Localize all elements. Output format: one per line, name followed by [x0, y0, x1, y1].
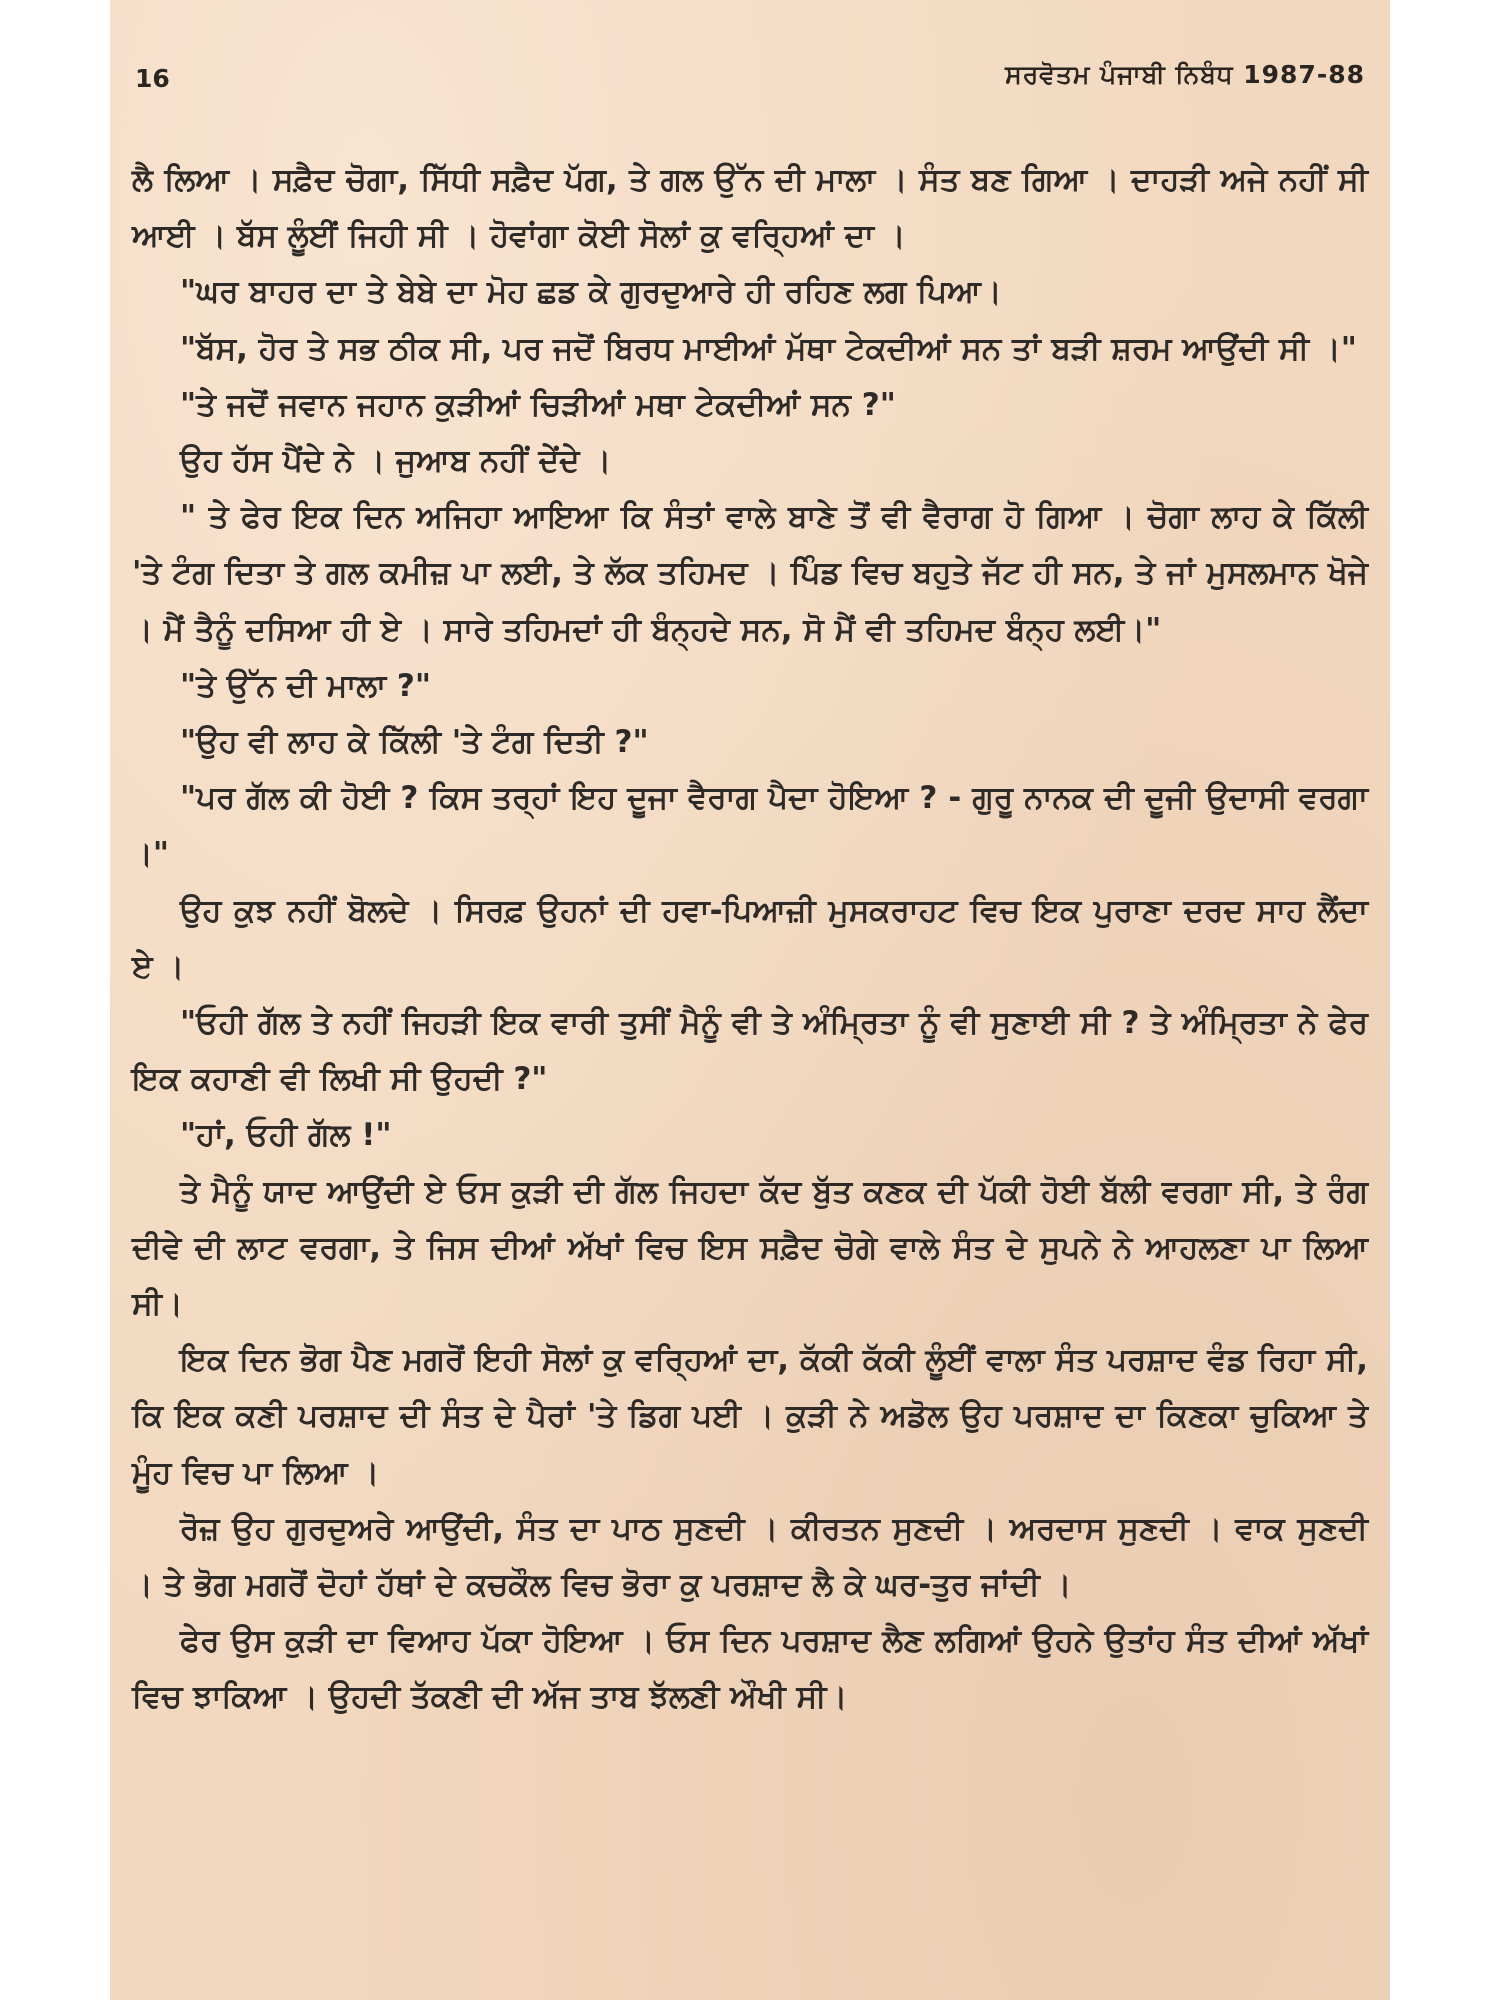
paragraph: "ਉਹ ਵੀ ਲਾਹ ਕੇ ਕਿੱਲੀ 'ਤੇ ਟੰਗ ਦਿਤੀ ?": [180, 724, 649, 761]
paragraph: "ਬੱਸ, ਹੋਰ ਤੇ ਸਭ ਠੀਕ ਸੀ, ਪਰ ਜਦੋਂ ਬਿਰਧ ਮਾਈਆਂ ਮੱਥਾ ਟੇਕਦੀਆਂ ਸਨ ਤਾਂ ਬੜੀ ਸ਼ਰਮ ਆਉਂਦੀ ਸੀ ।": [180, 330, 1357, 367]
paragraph: "ਹਾਂ, ਓਹੀ ਗੱਲ !": [180, 1117, 392, 1154]
paragraph: "ਓਹੀ ਗੱਲ ਤੇ ਨਹੀਂ ਜਿਹੜੀ ਇਕ ਵਾਰੀ ਤੁਸੀਂ ਮੈਨੂੰ ਵੀ ਤੇ ਅੰਮ੍ਰਿਤਾ ਨੂੰ ਵੀ ਸੁਣਾਈ ਸੀ ? ਤੇ ਅੰਮ੍ਰਿਤਾ ਨੇ ਫੇਰ ਇਕ ਕਹਾਣੀ ਵੀ ਲਿਖੀ ਸੀ ਉਹਦੀ ?": [132, 1005, 1368, 1098]
page-number: 16: [135, 64, 170, 93]
paragraph: ਤੇ ਮੈਨੂੰ ਯਾਦ ਆਉਂਦੀ ਏ ਓਸ ਕੁੜੀ ਦੀ ਗੱਲ ਜਿਹਦਾ ਕੱਦ ਬੁੱਤ ਕਣਕ ਦੀ ਪੱਕੀ ਹੋਈ ਬੱਲੀ ਵਰਗਾ ਸੀ, ਤੇ ਰੰਗ ਦੀਵੇ ਦੀ ਲਾਟ ਵਰਗਾ, ਤੇ ਜਿਸ ਦੀਆਂ ਅੱਖਾਂ ਵਿਚ ਇਸ ਸਫ਼ੈਦ ਚੋਗੇ ਵਾਲੇ ਸੰਤ ਦੇ ਸੁਪਨੇ ਨੇ ਆਹਲਣਾ ਪਾ ਲਿਆ ਸੀ।: [132, 1173, 1368, 1323]
paragraph: ਫੇਰ ਉਸ ਕੁੜੀ ਦਾ ਵਿਆਹ ਪੱਕਾ ਹੋਇਆ । ਓਸ ਦਿਨ ਪਰਸ਼ਾਦ ਲੈਣ ਲਗਿਆਂ ਉਹਨੇ ਉਤਾਂਹ ਸੰਤ ਦੀਆਂ ਅੱਖਾਂ ਵਿਚ ਝਾਕਿਆ । ਉਹਦੀ ਤੱਕਣੀ ਦੀ ਅੱਜ ਤਾਬ ਝੱਲਣੀ ਔਖੀ ਸੀ।: [132, 1623, 1368, 1716]
paragraph: "ਘਰ ਬਾਹਰ ਦਾ ਤੇ ਬੇਬੇ ਦਾ ਮੋਹ ਛਡ ਕੇ ਗੁਰਦੁਆਰੇ ਹੀ ਰਹਿਣ ਲਗ ਪਿਆ।: [180, 274, 1002, 311]
running-header: [135, 60, 1365, 100]
paragraph: ਰੋਜ਼ ਉਹ ਗੁਰਦੁਅਰੇ ਆਉਂਦੀ, ਸੰਤ ਦਾ ਪਾਠ ਸੁਣਦੀ । ਕੀਰਤਨ ਸੁਣਦੀ । ਅਰਦਾਸ ਸੁਣਦੀ । ਵਾਕ ਸੁਣਦੀ । ਤੇ ਭੋਗ ਮਗਰੋਂ ਦੋਹਾਂ ਹੱਥਾਂ ਦੇ ਕਚਕੌਲ ਵਿਚ ਭੋਰਾ ਕੁ ਪਰਸ਼ਾਦ ਲੈ ਕੇ ਘਰ-ਤੁਰ ਜਾਂਦੀ ।: [132, 1510, 1368, 1604]
paragraph: "ਤੇ ਜਦੋਂ ਜਵਾਨ ਜਹਾਨ ਕੁੜੀਆਂ ਚਿੜੀਆਂ ਮਥਾ ਟੇਕਦੀਆਂ ਸਨ ?": [180, 386, 896, 423]
paragraph: "ਪਰ ਗੱਲ ਕੀ ਹੋਈ ? ਕਿਸ ਤਰ੍ਹਾਂ ਇਹ ਦੂਜਾ ਵੈਰਾਗ ਪੈਦਾ ਹੋਇਆ ? - ਗੁਰੂ ਨਾਨਕ ਦੀ ਦੂਜੀ ਉਦਾਸੀ ਵਰਗਾ ।": [132, 780, 1368, 873]
paragraph: ਇਕ ਦਿਨ ਭੋਗ ਪੈਣ ਮਗਰੋਂ ਇਹੀ ਸੋਲਾਂ ਕੁ ਵਰ੍ਹਿਆਂ ਦਾ, ਕੱਕੀ ਕੱਕੀ ਲੂੰਈਂ ਵਾਲਾ ਸੰਤ ਪਰਸ਼ਾਦ ਵੰਡ ਰਿਹਾ ਸੀ, ਕਿ ਇਕ ਕਣੀ ਪਰਸ਼ਾਦ ਦੀ ਸੰਤ ਦੇ ਪੈਰਾਂ 'ਤੇ ਡਿਗ ਪਈ । ਕੁੜੀ ਨੇ ਅਡੋਲ ਉਹ ਪਰਸ਼ਾਦ ਦਾ ਕਿਣਕਾ ਚੁਕਿਆ ਤੇ ਮੂੰਹ ਵਿਚ ਪਾ ਲਿਆ ।: [132, 1342, 1368, 1491]
body-text: [132, 152, 1368, 1726]
paragraph: ਲੈ ਲਿਆ । ਸਫ਼ੈਦ ਚੋਗਾ, ਸਿੱਧੀ ਸਫ਼ੈਦ ਪੱਗ, ਤੇ ਗਲ ਉੱਨ ਦੀ ਮਾਲਾ । ਸੰਤ ਬਣ ਗਿਆ । ਦਾਹੜੀ ਅਜੇ ਨਹੀਂ ਸੀ ਆਈ । ਬੱਸ ਲੂੰਈਂ ਜਿਹੀ ਸੀ । ਹੋਵਾਂਗਾ ਕੋਈ ਸੋਲਾਂ ਕੁ ਵਰ੍ਹਿਆਂ ਦਾ ।: [132, 162, 1368, 255]
paragraph: ਉਹ ਹੱਸ ਪੈਂਦੇ ਨੇ । ਜੁਆਬ ਨਹੀਂ ਦੇਂਦੇ ।: [180, 443, 612, 480]
paragraph: "ਤੇ ਉੱਨ ਦੀ ਮਾਲਾ ?": [180, 667, 432, 704]
paragraph: ਉਹ ਕੁਝ ਨਹੀਂ ਬੋਲਦੇ । ਸਿਰਫ਼ ਉਹਨਾਂ ਦੀ ਹਵਾ-ਪਿਆਜ਼ੀ ਮੁਸਕਰਾਹਟ ਵਿਚ ਇਕ ਪੁਰਾਣਾ ਦਰਦ ਸਾਹ ਲੈਂਦਾ ਏ ।: [132, 892, 1368, 985]
book-page: [110, 0, 1390, 2000]
paragraph: " ਤੇ ਫੇਰ ਇਕ ਦਿਨ ਅਜਿਹਾ ਆਇਆ ਕਿ ਸੰਤਾਂ ਵਾਲੇ ਬਾਣੇ ਤੋਂ ਵੀ ਵੈਰਾਗ ਹੋ ਗਿਆ । ਚੋਗਾ ਲਾਹ ਕੇ ਕਿੱਲੀ 'ਤੇ ਟੰਗ ਦਿਤਾ ਤੇ ਗਲ ਕਮੀਜ਼ ਪਾ ਲਈ, ਤੇ ਲੱਕ ਤਹਿਮਦ । ਪਿੰਡ ਵਿਚ ਬਹੁਤੇ ਜੱਟ ਹੀ ਸਨ, ਤੇ ਜਾਂ ਮੁਸਲਮਾਨ ਖੋਜੇ । ਮੈਂ ਤੈਨੂੰ ਦਸਿਆ ਹੀ ਏ । ਸਾਰੇ ਤਹਿਮਦਾਂ ਹੀ ਬੰਨ੍ਹਦੇ ਸਨ, ਸੋ ਮੈਂ ਵੀ ਤਹਿਮਦ ਬੰਨ੍ਹ ਲਈ।": [132, 499, 1368, 648]
book-title: ਸਰਵੋਤਮ ਪੰਜਾਬੀ ਨਿਬੰਧ 1987-88: [1005, 60, 1365, 89]
